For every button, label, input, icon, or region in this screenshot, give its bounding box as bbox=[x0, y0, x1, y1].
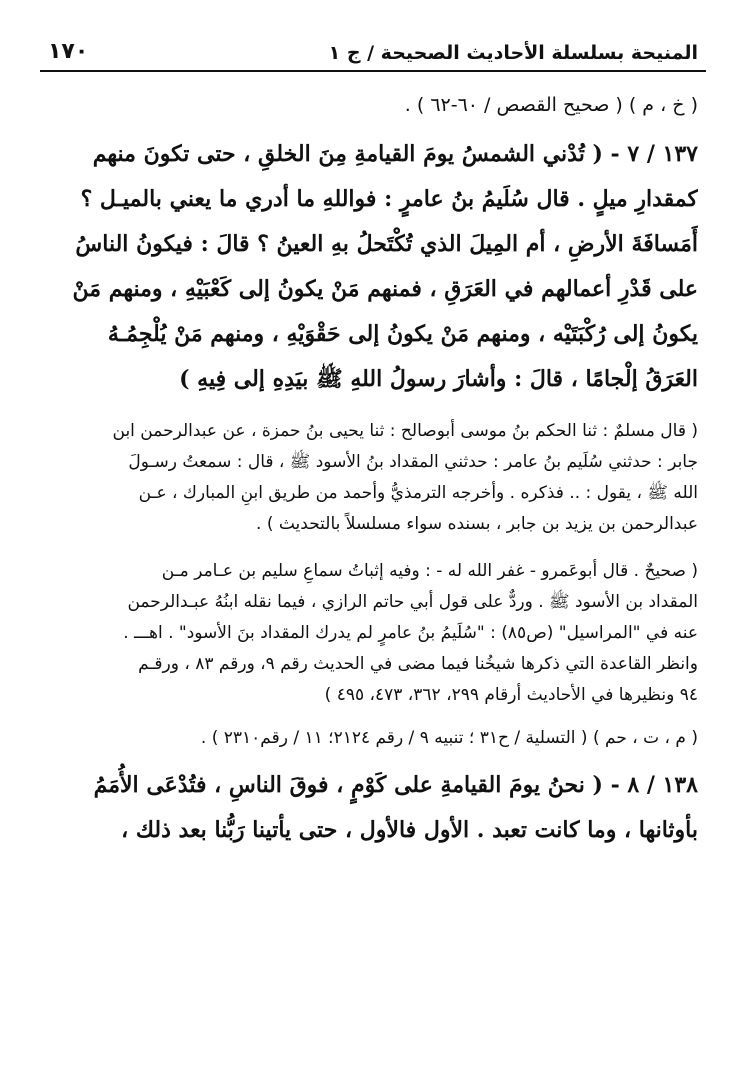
commentary-isnad bbox=[48, 416, 698, 540]
hadith-137-line-1: ١٣٧ / ٧ - ( تُدْني الشمسُ يومَ القيامةِ مِنَ الخلقِ ، حتى تكونَ منهم bbox=[92, 141, 698, 167]
commentary-isnad-line-1: ( قال مسلمٌ : ثنا الحكم بنُ موسى أبوصالح : ثنا يحيى بنُ حمزة ، عن عبدالرحمن ابن bbox=[112, 421, 698, 441]
commentary-grading-line-2: المقداد بن الأسود ﷺ . وردٌّ على قول أبي حاتم الرازي ، فيما نقله ابنُهُ عبـدالرحمن bbox=[127, 592, 698, 612]
header-rule bbox=[40, 70, 706, 72]
commentary-grading-line-5: ٩٤ ونظيرها في الأحاديث أرقام ٢٩٩، ٣٦٢، ٤٧٣، ٤٩٥ ) bbox=[324, 685, 698, 705]
hadith-138-line-1: ١٣٨ / ٨ - ( نحنُ يومَ القيامةِ على كَوْمٍ ، فوقَ الناسِ ، فتُدْعَى الأُمَمُ bbox=[93, 772, 698, 798]
hadith-137-line-5: يكونُ إلى رُكْبَتَيْه ، ومنهم مَنْ يكونُ إلى حَقْوَيْهِ ، ومنهم مَنْ يُلْجِمُـهُ bbox=[107, 321, 698, 347]
commentary-grading-line-4: وانظر القاعدة التي ذكرها شيخُنا فيما مضى في الحديث رقم ٩، ورقم ٨٣ ، ورقـم bbox=[138, 654, 698, 674]
commentary-grading bbox=[48, 556, 698, 711]
hadith-137 bbox=[48, 132, 698, 402]
hadith-137-line-4: على قَدْرِ أعمالهم في العَرَقِ ، فمنهم مَنْ يكونُ إلى كَعْبَيْهِ ، ومنهم مَنْ bbox=[72, 276, 698, 302]
commentary-grading-line-1: ( صحيحٌ . قال أبوعَمرو - غفر الله له - : وفيه إثباتُ سماعِ سليم بن عـامر مـن bbox=[161, 561, 698, 581]
commentary-grading-line-3: عنه في "المراسيل" (ص٨٥) : "سُلَيمُ بنُ عامرٍ لم يدرك المقداد بنَ الأسود" . اهـــ . bbox=[123, 623, 698, 643]
page-number: ١٧٠ bbox=[48, 39, 89, 64]
commentary-isnad-line-3: الله ﷺ ، يقول : .. فذكره . وأخرجه الترمذيُّ وأحمد من طريق ابنِ المبارك ، عـن bbox=[138, 483, 698, 503]
running-header bbox=[40, 30, 706, 64]
source-reference-137: ( م ، ت ، حم ) ( التسلية / ح٣١ ؛ تنبيه ٩ / رقم ٢١٢٤؛ ١١ / رقم٢٣١٠ ) . bbox=[200, 728, 698, 748]
running-title: المنيحة بسلسلة الأحاديث الصحيحة / ج ١ bbox=[328, 42, 698, 64]
commentary-isnad-line-2: جابر : حدثني سُلَيم بنُ عامر : حدثني المقداد بنُ الأسود ﷺ ، قال : سمعتُ رسـولَ bbox=[128, 452, 698, 472]
hadith-137-line-6: العَرَقُ إلْجامًا ، قالَ : وأشارَ رسولُ اللهِ ﷺ بيَدِهِ إلى فِيهِ ) bbox=[179, 366, 698, 392]
hadith-138 bbox=[48, 763, 698, 853]
commentary-isnad-line-4: عبدالرحمن بن يزيد بن جابر ، بسنده سواء مسلسلاً بالتحديث ) . bbox=[256, 514, 698, 534]
hadith-137-line-3: أَمَسافَةَ الأرضِ ، أم المِيلَ الذي تُكْتَحلُ بهِ العينُ ؟ قالَ : فيكونُ الناسُ bbox=[75, 231, 698, 257]
source-reference-previous: ( خ ، م ) ( صحيح القصص / ٦٠-٦٢ ) . bbox=[404, 94, 698, 116]
hadith-138-line-2: بأوثانها ، وما كانت تعبد . الأول فالأول ، حتى يأتينا رَبُّنا بعد ذلك ، bbox=[121, 817, 698, 843]
hadith-137-line-2: كمقدارِ ميلٍ . قال سُلَيمُ بنُ عامرٍ : فواللهِ ما أدري ما يعني بالميـل ؟ bbox=[80, 186, 698, 212]
